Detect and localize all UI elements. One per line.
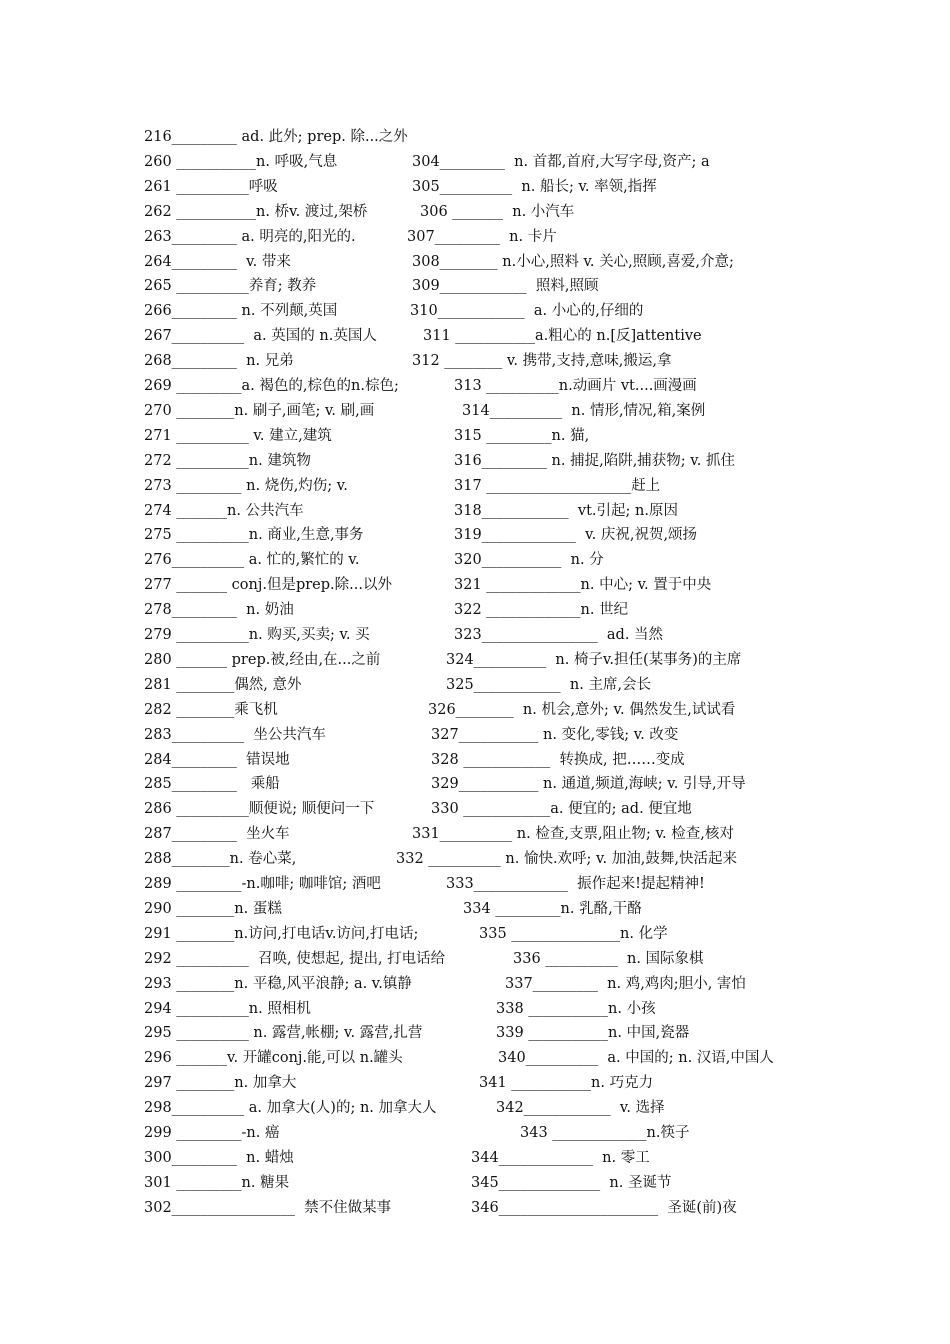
vocab-entry-right: 310____________ a. 小心的,仔细的 xyxy=(410,303,644,320)
vocab-row xyxy=(144,599,844,621)
vocab-row xyxy=(144,973,844,995)
vocab-entry-left: 291 ________n.访问,打电话v.访问,打电话; xyxy=(144,925,419,942)
vocab-row xyxy=(144,500,844,522)
vocab-row xyxy=(144,574,844,596)
vocab-entry-left: 281 ________偶然, 意外 xyxy=(144,676,302,693)
vocab-entry-left: 261 __________呼吸 xyxy=(144,178,278,195)
vocab-row xyxy=(144,151,844,173)
vocab-row xyxy=(144,948,844,970)
vocab-row xyxy=(144,450,844,472)
vocab-entry-right: 306 _______ n. 小汽车 xyxy=(420,203,575,220)
vocab-entry-left: 296 _______v. 开罐conj.能,可以 n.罐头 xyxy=(144,1050,403,1067)
vocab-entry-right: 333_____________ 振作起来!提起精神! xyxy=(446,876,705,892)
vocab-entry-left: 293 ________n. 平稳,风平浪静; a. v.镇静 xyxy=(144,975,412,992)
vocab-entry-left: 290 ________n. 蛋糕 xyxy=(144,900,282,917)
vocab-entry-right: 322 _____________n. 世纪 xyxy=(454,602,629,619)
vocab-row xyxy=(144,400,844,422)
vocab-entry-right: 305__________ n. 船长; v. 率领,指挥 xyxy=(412,178,657,195)
vocab-entry-left: 297 ________n. 加拿大 xyxy=(144,1075,297,1092)
vocab-row xyxy=(144,275,844,297)
vocab-row xyxy=(144,649,844,671)
vocab-entry-right: 323________________ ad. 当然 xyxy=(454,627,664,643)
vocab-entry-right: 341 ___________n. 巧克力 xyxy=(479,1075,654,1092)
vocab-entry-right: 330 ____________a. 便宜的; ad. 便宜地 xyxy=(431,801,692,818)
vocab-entry-right: 307_________ n. 卡片 xyxy=(407,228,557,245)
vocab-entry-left: 292 __________ 召唤, 使想起, 提出, 打电话给 xyxy=(144,950,446,967)
vocab-row xyxy=(144,699,844,721)
vocab-entry-right: 344_____________ n. 零工 xyxy=(471,1149,650,1166)
vocab-row xyxy=(144,848,844,870)
vocab-row xyxy=(144,773,844,795)
vocab-row xyxy=(144,226,844,248)
vocab-row xyxy=(144,1197,844,1219)
vocab-entry-left: 265 __________养育; 教养 xyxy=(144,278,317,295)
vocab-row xyxy=(144,1097,844,1119)
vocab-entry-left: 302_________________ 禁不住做某事 xyxy=(144,1199,392,1216)
vocab-entry-right: 340__________ a. 中国的; n. 汉语,中国人 xyxy=(498,1050,774,1067)
vocab-row xyxy=(144,524,844,546)
vocab-entry-right: 314__________ n. 情形,情况,箱,案例 xyxy=(462,402,706,419)
vocab-entry-right: 319_____________ v. 庆祝,祝贺,颂扬 xyxy=(454,527,698,544)
vocab-entry-right: 325____________ n. 主席,会长 xyxy=(446,676,652,693)
vocab-entry-right: 313 __________n.动画片 vt....画漫画 xyxy=(454,378,697,394)
vocab-entry-left: 289 _________-n.咖啡; 咖啡馆; 酒吧 xyxy=(144,876,381,892)
vocab-entry-left: 283__________ 坐公共汽车 xyxy=(144,726,326,743)
vocab-entry-left: 268_________ n. 兄弟 xyxy=(144,353,294,370)
vocab-entry-left: 288________n. 卷心菜, xyxy=(144,851,297,868)
vocab-row xyxy=(144,251,844,273)
vocab-entry-left: 280 _______ prep.被,经由,在...之前 xyxy=(144,651,381,668)
vocab-entry-right: 312 ________ v. 携带,支持,意味,搬运,拿 xyxy=(412,353,672,370)
vocab-row xyxy=(144,749,844,771)
vocab-row xyxy=(144,798,844,820)
vocab-entry-right: 316_________ n. 捕捉,陷阱,捕获物; v. 抓住 xyxy=(454,452,735,469)
vocab-entry-left: 294 __________n. 照相机 xyxy=(144,1000,311,1017)
vocab-row xyxy=(144,998,844,1020)
vocab-entry-right: 320___________ n. 分 xyxy=(454,552,604,569)
vocab-entry-left: 282 ________乘飞机 xyxy=(144,701,278,718)
vocab-entry-right: 342____________ v. 选择 xyxy=(496,1100,665,1117)
vocab-entry-right: 339 ___________n. 中国,瓷器 xyxy=(496,1025,690,1042)
vocab-entry-right: 331__________ n. 检查,支票,阻止物; v. 检查,核对 xyxy=(412,826,734,843)
vocab-row xyxy=(144,724,844,746)
vocab-row xyxy=(144,126,844,148)
vocab-entry-right: 324__________ n. 椅子v.担任(某事务)的主席 xyxy=(446,651,742,668)
vocab-entry-left: 279 __________n. 购买,买卖; v. 买 xyxy=(144,627,370,643)
vocab-entry-left: 301 _________n. 糖果 xyxy=(144,1174,290,1191)
vocab-entry-left: 272 __________n. 建筑物 xyxy=(144,452,311,469)
vocab-row xyxy=(144,325,844,347)
vocab-entry-right: 335 _______________n. 化学 xyxy=(479,925,668,942)
vocab-entry-right: 328 ____________ 转换成, 把……变成 xyxy=(431,751,685,768)
vocab-entry-left: 285_________ 乘船 xyxy=(144,776,280,793)
vocab-entry-left: 260 ___________n. 呼吸,气息 xyxy=(144,153,338,170)
vocab-row xyxy=(144,300,844,322)
vocab-entry-left: 267__________ a. 英国的 n.英国人 xyxy=(144,328,377,345)
vocab-row xyxy=(144,923,844,945)
vocab-entry-right: 343 _____________n.筷子 xyxy=(520,1125,690,1141)
vocab-entry-right: 304_________ n. 首都,首府,大写字母,资产; a xyxy=(412,153,710,170)
vocab-row xyxy=(144,425,844,447)
vocab-row xyxy=(144,549,844,571)
vocab-row xyxy=(144,1072,844,1094)
vocab-entry-left: 273 _________ n. 烧伤,灼伤; v. xyxy=(144,477,348,494)
vocab-row xyxy=(144,674,844,696)
vocab-entry-right: 317 ____________________赶上 xyxy=(454,477,661,494)
vocab-row xyxy=(144,375,844,397)
vocab-row xyxy=(144,1122,844,1144)
vocab-entry-left: 275 __________n. 商业,生意,事务 xyxy=(144,527,364,544)
vocab-entry-right: 338 ___________n. 小孩 xyxy=(496,1000,656,1017)
vocab-entry-right: 326________ n. 机会,意外; v. 偶然发生,试试看 xyxy=(428,701,736,718)
vocab-entry-left: 264_________ v. 带来 xyxy=(144,253,291,270)
vocab-entry-left: 271 __________ v. 建立,建筑 xyxy=(144,427,332,444)
vocab-entry-left: 266_________ n. 不列颠,英国 xyxy=(144,303,338,320)
vocab-row xyxy=(144,201,844,223)
vocab-entry-left: 286 __________顺便说; 顺便问一下 xyxy=(144,801,375,818)
vocab-entry-right: 315 _________n. 猫, xyxy=(454,427,590,444)
vocab-entry-left: 298__________ a. 加拿大(人)的; n. 加拿大人 xyxy=(144,1100,437,1117)
vocab-entry-right: 336 __________ n. 国际象棋 xyxy=(513,950,704,967)
vocab-row xyxy=(144,350,844,372)
vocab-entry-left: 274 _______n. 公共汽车 xyxy=(144,502,304,519)
vocab-row xyxy=(144,1172,844,1194)
vocab-entry-right: 318____________ vt.引起; n.原因 xyxy=(454,502,678,519)
vocab-entry-left: 299 _________-n. 癌 xyxy=(144,1125,280,1141)
vocab-entry-right: 332 __________ n. 愉快.欢呼; v. 加油,鼓舞,快活起来 xyxy=(396,851,737,868)
vocab-entry-left: 263_________ a. 明亮的,阳光的. xyxy=(144,228,356,245)
vocab-row xyxy=(144,823,844,845)
vocab-row xyxy=(144,898,844,920)
vocab-entry-right: 309____________ 照料,照顾 xyxy=(412,278,599,295)
vocab-entry-right: 334 _________n. 乳酪,干酪 xyxy=(463,900,642,917)
vocab-entry-left: 284_________ 错误地 xyxy=(144,751,290,768)
vocab-entry-left: 287_________ 坐火车 xyxy=(144,826,290,843)
vocab-entry-left: 278_________ n. 奶油 xyxy=(144,602,294,619)
vocab-row xyxy=(144,475,844,497)
vocab-entry-right: 321 _____________n. 中心; v. 置于中央 xyxy=(454,577,712,594)
vocab-entry-left: 295 __________ n. 露营,帐棚; v. 露营,扎营 xyxy=(144,1025,423,1042)
vocab-entry-right: 346______________________ 圣诞(前)夜 xyxy=(471,1199,737,1216)
vocab-entry-left: 216_________ ad. 此外; prep. 除...之外 xyxy=(144,129,408,145)
vocab-entry-left: 262 ___________n. 桥v. 渡过,架桥 xyxy=(144,203,368,220)
vocab-entry-left: 270 ________n. 刷子,画笔; v. 刷,画 xyxy=(144,402,375,419)
vocab-row xyxy=(144,873,844,895)
vocab-row xyxy=(144,176,844,198)
vocab-entry-right: 311 ___________a.粗心的 n.[反]attentive xyxy=(423,328,702,345)
vocab-entry-right: 329___________ n. 通道,频道,海峡; v. 引导,开导 xyxy=(431,776,746,793)
vocab-row xyxy=(144,1022,844,1044)
vocab-entry-left: 277 _______ conj.但是prep.除...以外 xyxy=(144,577,392,594)
vocab-row xyxy=(144,1047,844,1069)
vocab-entry-left: 269 _________a. 褐色的,棕色的n.棕色; xyxy=(144,378,399,394)
vocab-entry-right: 345______________ n. 圣诞节 xyxy=(471,1174,672,1191)
vocab-entry-left: 300_________ n. 蜡烛 xyxy=(144,1149,294,1166)
vocab-entry-right: 327___________ n. 变化,零钱; v. 改变 xyxy=(431,726,679,743)
vocab-entry-left: 276__________ a. 忙的,繁忙的 v. xyxy=(144,552,360,569)
vocab-entry-right: 337_________ n. 鸡,鸡肉;胆小, 害怕 xyxy=(505,975,746,992)
vocab-row xyxy=(144,624,844,646)
vocab-row xyxy=(144,1147,844,1169)
vocab-entry-right: 308________ n.小心,照料 v. 关心,照顾,喜爱,介意; xyxy=(412,253,734,270)
